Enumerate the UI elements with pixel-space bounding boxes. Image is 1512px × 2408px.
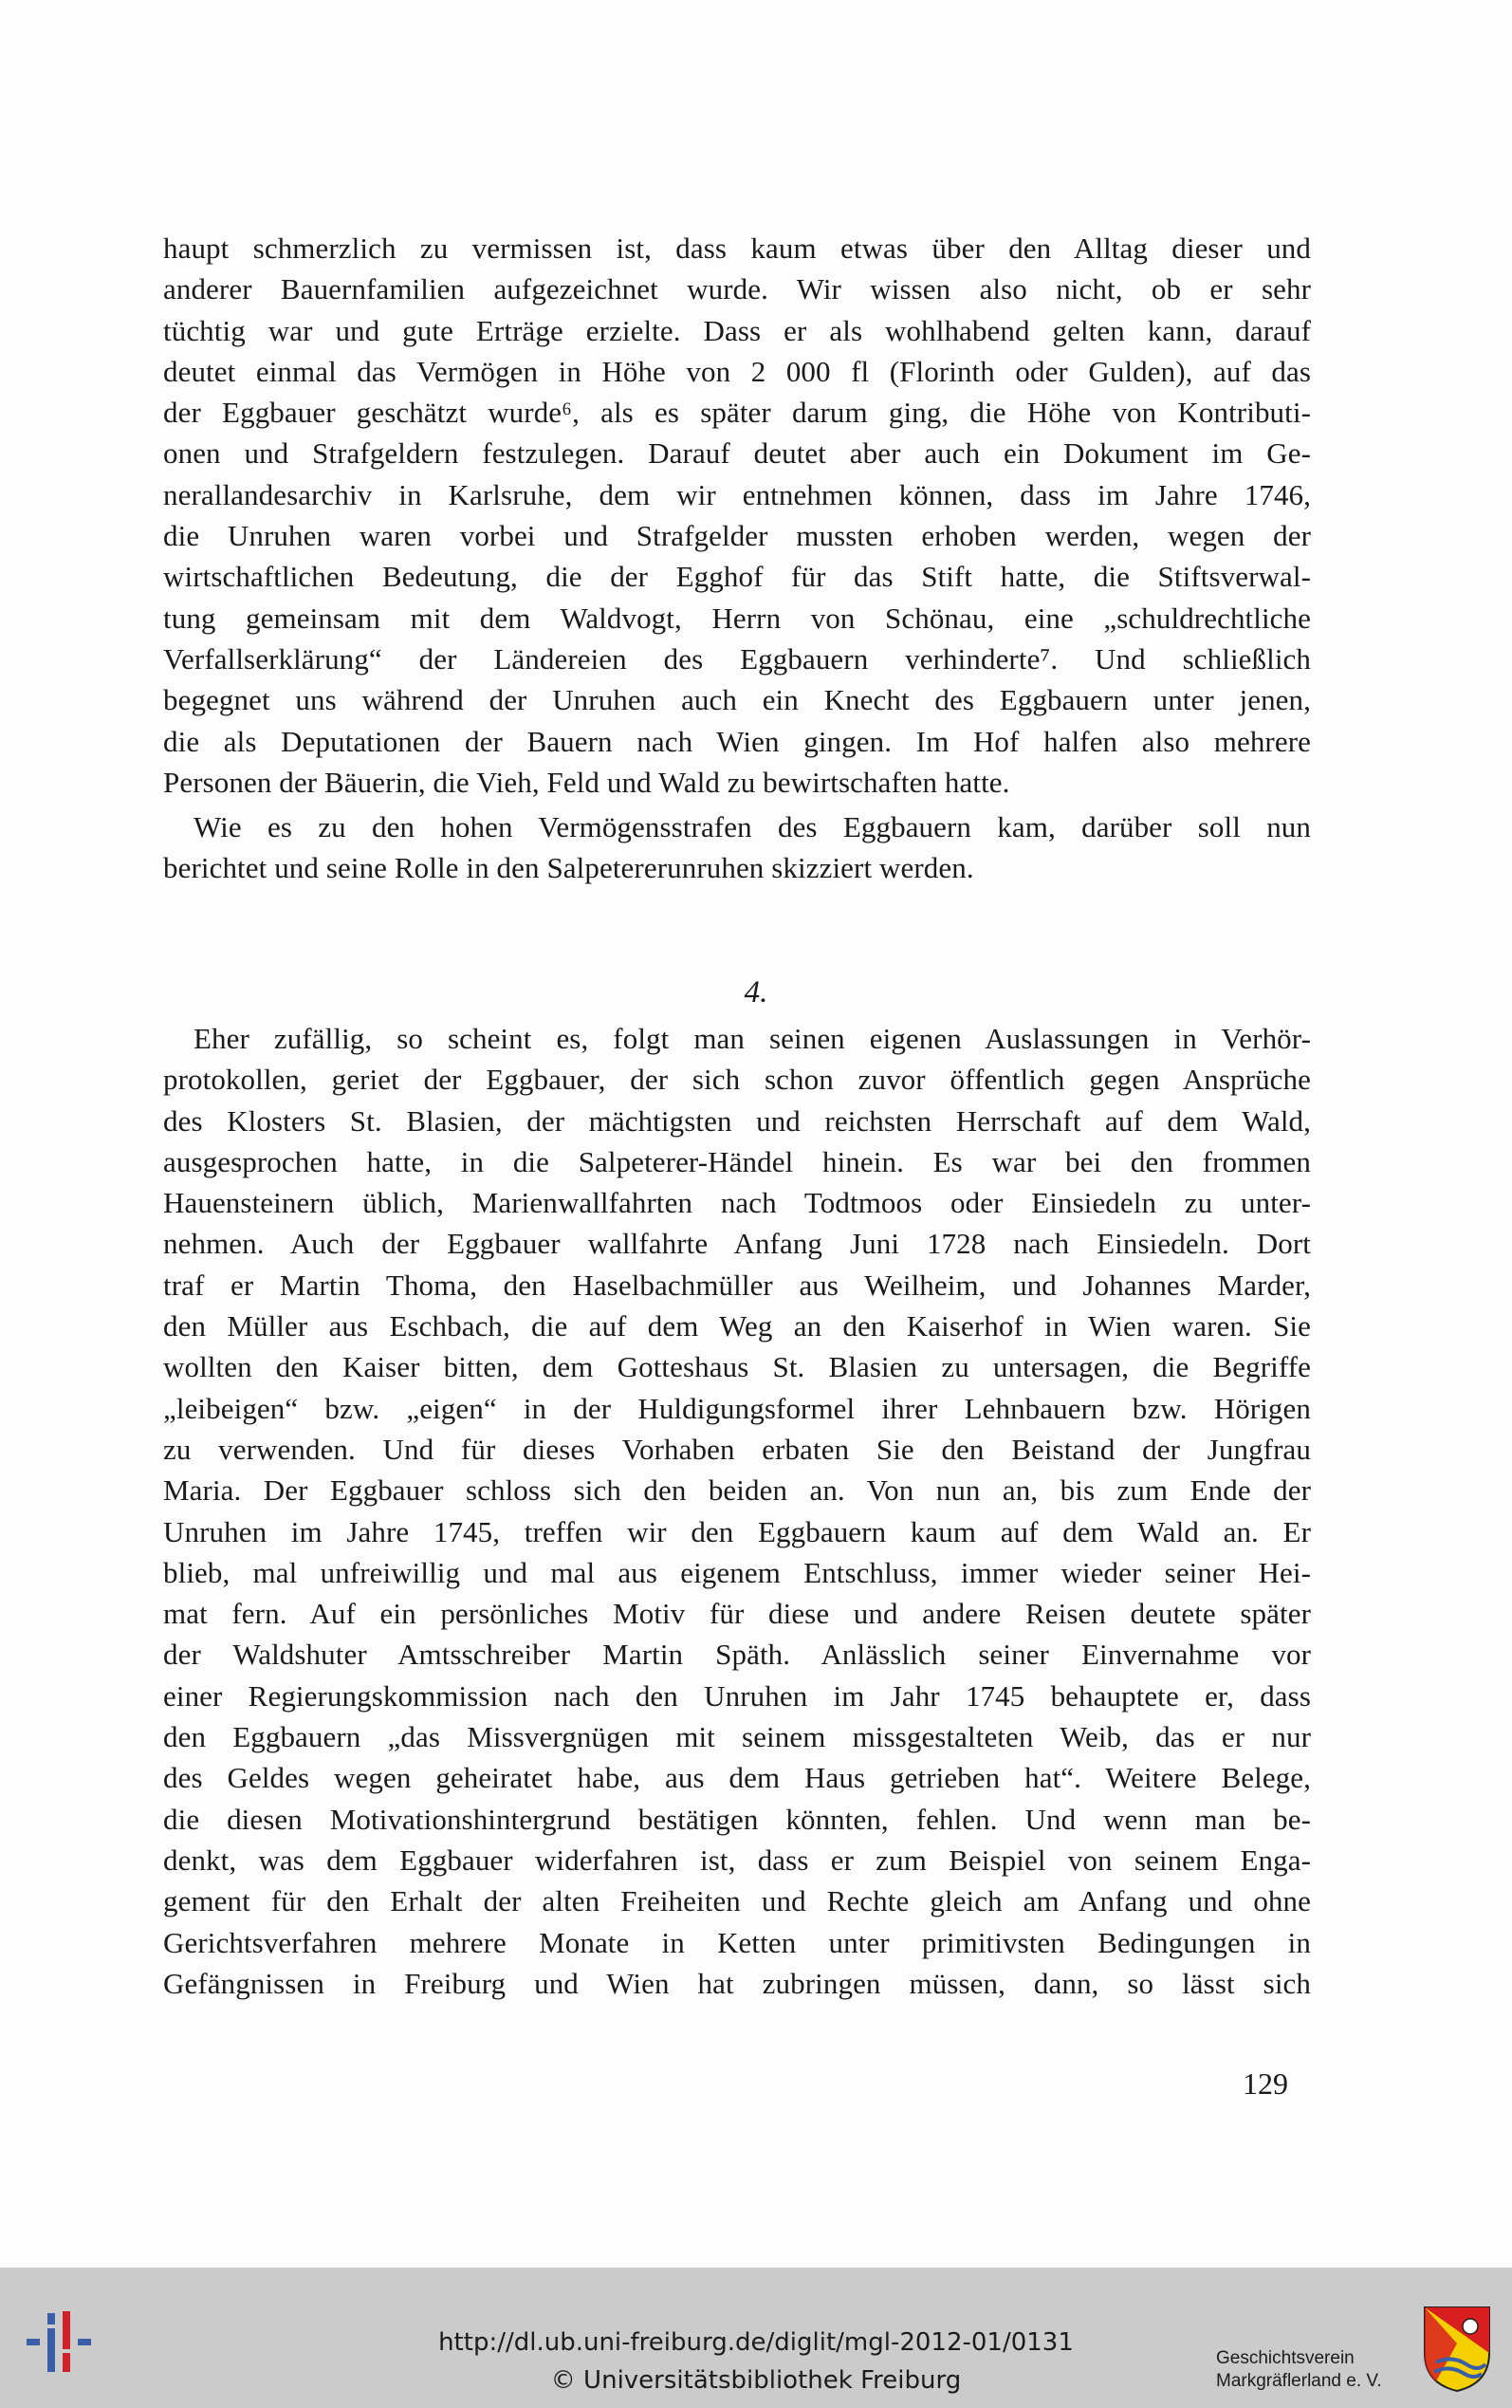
footer-copyright: © Universitätsbibliothek Freiburg	[550, 2366, 962, 2395]
text-line: die Unruhen waren vorbei und Strafgelder mussten erhoben werden, wegen der	[163, 519, 1311, 553]
text-line: Gerichtsverfahren mehrere Monate in Ketten unter primitivsten Bedingungen in	[163, 1925, 1311, 1959]
text-line: wirtschaftlichen Bedeutung, die der Egghof für das Stift hatte, die Stiftsverwal-	[163, 560, 1311, 594]
text-line: den Eggbauern „das Missvergnügen mit seinem missgestalteten Weib, das er nur	[163, 1720, 1311, 1754]
society-name[interactable]	[1216, 2347, 1425, 2393]
text-line: Gefängnissen in Freiburg und Wien hat zubringen müssen, dann, so lässt sich	[163, 1966, 1311, 2000]
text-line: „leibeigen“ bzw. „eigen“ in der Huldigungsformel ihrer Lehnbauern bzw. Hörigen	[163, 1391, 1311, 1425]
text-line: Personen der Bäuerin, die Vieh, Feld und Wald zu bewirtschaften hatte.	[163, 765, 1010, 799]
text-line: anderer Bauernfamilien aufgezeichnet wurde. Wir wissen also nicht, ob er sehr	[163, 272, 1311, 306]
text-line: Verfallserklärung“ der Ländereien des Eggbauern verhinderte⁷. Und schließlich	[163, 641, 1311, 676]
text-line: Wie es zu den hohen Vermögensstrafen des Eggbauern kam, darüber soll nun	[194, 810, 1311, 843]
text-line: des Geldes wegen geheiratet habe, aus dem Haus getrieben hat“. Weitere Belege,	[163, 1761, 1311, 1795]
text-line: zu verwenden. Und für dieses Vorhaben erbaten Sie den Beistand der Jungfrau	[163, 1432, 1311, 1466]
text-line: der Eggbauer geschätzt wurde⁶, als es später darum ging, die Höhe von Kontributi-	[163, 396, 1311, 430]
text-line: mat fern. Auf ein persönliches Motiv für diese und andere Reisen deutete später	[163, 1597, 1311, 1631]
text-line: Hauensteinern üblich, Marienwallfahrten nach Todtmoos oder Einsiedeln zu unter-	[163, 1186, 1311, 1220]
text-line: berichtet und seine Rolle in den Salpetererunruhen skizziert werden.	[163, 851, 974, 885]
paragraph-continued	[163, 228, 1311, 803]
text-line: Maria. Der Eggbauer schloss sich den beiden an. Von nun an, bis zum Ende der	[163, 1473, 1311, 1508]
paragraph-section-4	[163, 1018, 1311, 2004]
text-line: tung gemeinsam mit dem Waldvogt, Herrn von Schönau, eine „schuldrechtliche	[163, 601, 1311, 635]
page-number: 129	[1243, 2066, 1288, 2101]
text-line: haupt schmerzlich zu vermissen ist, dass kaum etwas über den Alltag dieser und	[163, 232, 1311, 265]
paragraph-intro-section	[163, 806, 1311, 889]
text-line: nehmen. Auch der Eggbauer wallfahrte Anfang Juni 1728 nach Einsiedeln. Dort	[163, 1227, 1311, 1261]
society-name-line1: Geschichtsverein	[1216, 2348, 1355, 2368]
text-line: onen und Strafgeldern festzulegen. Darauf deutet aber auch ein Dokument im Ge-	[163, 436, 1311, 471]
text-line: ausgesprochen hatte, in die Salpeterer-Händel hinein. Es war bei den frommen	[163, 1144, 1311, 1178]
section-number: 4.	[744, 975, 768, 1010]
text-line: gement für den Erhalt der alten Freiheiten und Rechte gleich am Anfang und ohne	[163, 1884, 1311, 1918]
footer-url-link[interactable]: http://dl.ub.uni-freiburg.de/diglit/mgl-2012-01/0131	[438, 2328, 1074, 2357]
text-line: denkt, was dem Eggbauer widerfahren ist, dass er zum Beispiel von seinem Enga-	[163, 1843, 1311, 1877]
text-line: wollten den Kaiser bitten, dem Gotteshaus St. Blasien zu untersagen, die Begriffe	[163, 1350, 1311, 1384]
text-line: die als Deputationen der Bauern nach Wien gingen. Im Hof halfen also mehrere	[163, 724, 1311, 758]
text-line: Unruhen im Jahre 1745, treffen wir den Eggbauern kaum auf dem Wald an. Er	[163, 1514, 1311, 1548]
text-line: Eher zufällig, so scheint es, folgt man seinen eigenen Auslassungen in Verhör-	[194, 1022, 1311, 1055]
text-line: den Müller aus Eschbach, die auf dem Weg an den Kaiserhof in Wien waren. Sie	[163, 1309, 1311, 1343]
footer-bar	[0, 2268, 1512, 2408]
text-line: der Waldshuter Amtsschreiber Martin Späth. Anlässlich seiner Einvernahme vor	[163, 1638, 1311, 1672]
text-line: des Klosters St. Blasien, der mächtigsten und reichsten Herrschaft auf dem Wald,	[163, 1103, 1311, 1138]
text-line: die diesen Motivationshintergrund bestätigen könnten, fehlen. Und wenn man be-	[163, 1802, 1311, 1836]
text-line: nerallandesarchiv in Karlsruhe, dem wir entnehmen können, dass im Jahre 1746,	[163, 477, 1311, 511]
text-line: tüchtig war und gute Erträge erzielte. Dass er als wohlhabend gelten kann, darauf	[163, 313, 1311, 347]
society-name-line2: Markgräflerland e. V.	[1216, 2371, 1382, 2391]
text-line: begegnet uns während der Unruhen auch ein Knecht des Eggbauern unter jenen,	[163, 683, 1311, 717]
text-line: deutet einmal das Vermögen in Höhe von 2 000 fl (Florinth oder Gulden), auf das	[163, 354, 1311, 388]
text-line: blieb, mal unfreiwillig und mal aus eigenem Entschluss, immer wieder seiner Hei-	[163, 1555, 1311, 1589]
text-line: protokollen, geriet der Eggbauer, der sich schon zuvor öffentlich gegen Ansprüche	[163, 1063, 1311, 1097]
text-line: traf er Martin Thoma, den Haselbachmüller aus Weilheim, und Johannes Marder,	[163, 1268, 1311, 1302]
text-line: einer Regierungskommission nach den Unruhen im Jahr 1745 behauptete er, dass	[163, 1678, 1311, 1713]
markgraeflerland-crest-icon[interactable]	[1423, 2306, 1491, 2393]
